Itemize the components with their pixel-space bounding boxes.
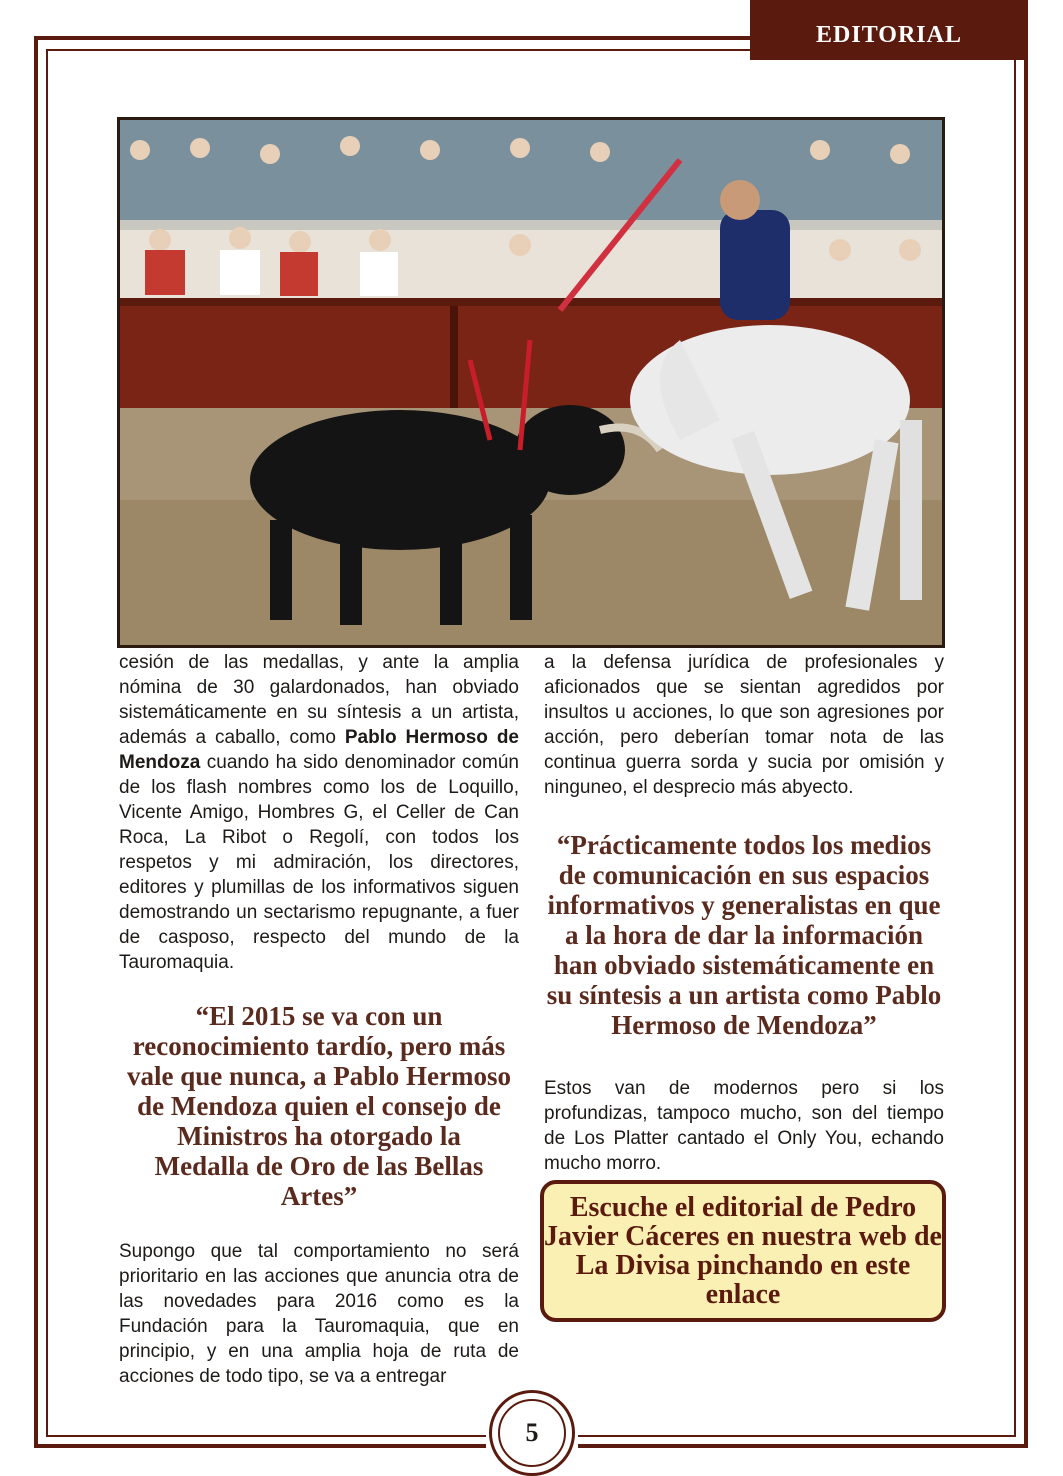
right-pull-quote: “Prácticamente todos los medios de comunicación en sus espacios informativos y generalistas en que a la hora de dar la información han obviado sistemáticamente en su síntesis a un artista como Pablo Hermoso de Mendoza” xyxy=(546,830,942,1040)
left-paragraph-1-text-a: cesión de las medallas, y ante la amplia nómina de 30 galardonados, han obviado sistemáticamente en su síntesis a un artista, además a caballo, como xyxy=(119,652,519,748)
audio-editorial-link-text[interactable]: Escuche el editorial de Pedro Javier Cáceres en nuestra web de La Divisa pinchando en este enlace xyxy=(544,1192,942,1310)
right-paragraph-2: Estos van de modernos pero si los profundizas, tampoco mucho, son del tiempo de Los Platter cantado el Only You, echando mucho morro. xyxy=(544,1078,944,1174)
bullfight-photo-icon xyxy=(120,120,942,645)
page-number: 5 xyxy=(498,1399,566,1467)
left-paragraph-1 xyxy=(119,650,519,975)
right-paragraph-1: a la defensa jurídica de profesionales y aficionados que se sientan agredidos por insultos u acciones, lo que son agresiones por acción, pero deberían tomar nota de las continua guerra sorda y sucia por omisión y ninguneo, el desprecio más abyecto. xyxy=(544,652,944,798)
section-tab xyxy=(750,0,1028,60)
artist-name-bold: Pablo Hermoso de Mendoza xyxy=(119,727,519,773)
right-column xyxy=(544,650,944,1176)
left-paragraph-2: Supongo que tal comportamiento no será prioritario en las acciones que anuncia otra de las novedades para 2016 como es la Fundación para la Tauromaquia, que en principio, y en una amplia hoja de ruta de acciones de todo tipo, se va a entregar xyxy=(119,1241,519,1387)
left-pull-quote: “El 2015 se va con un reconocimiento tardío, pero más vale que nunca, a Pablo Hermoso de Mendoza quien el consejo de Ministros ha otorgado la Medalla de Oro de las Bellas Artes” xyxy=(127,1001,512,1211)
bullfight-photo xyxy=(117,117,945,648)
left-paragraph-1-text-b: cuando ha sido denominador común de los flash nombres como los de Loquillo, Vicente Amigo, Hombres G, el Celler de Can Roca, La Ribot o Regolí, con todos los respetos y mi admiración, los directores, editores y plumillas de los informativos siguen demostrando un sectarismo repugnante, a fuer de casposo, respecto del mundo de la Tauromaquia. xyxy=(119,752,519,973)
section-label: EDITORIAL xyxy=(816,21,962,48)
audio-editorial-link[interactable] xyxy=(540,1180,946,1322)
left-column xyxy=(119,650,519,1389)
